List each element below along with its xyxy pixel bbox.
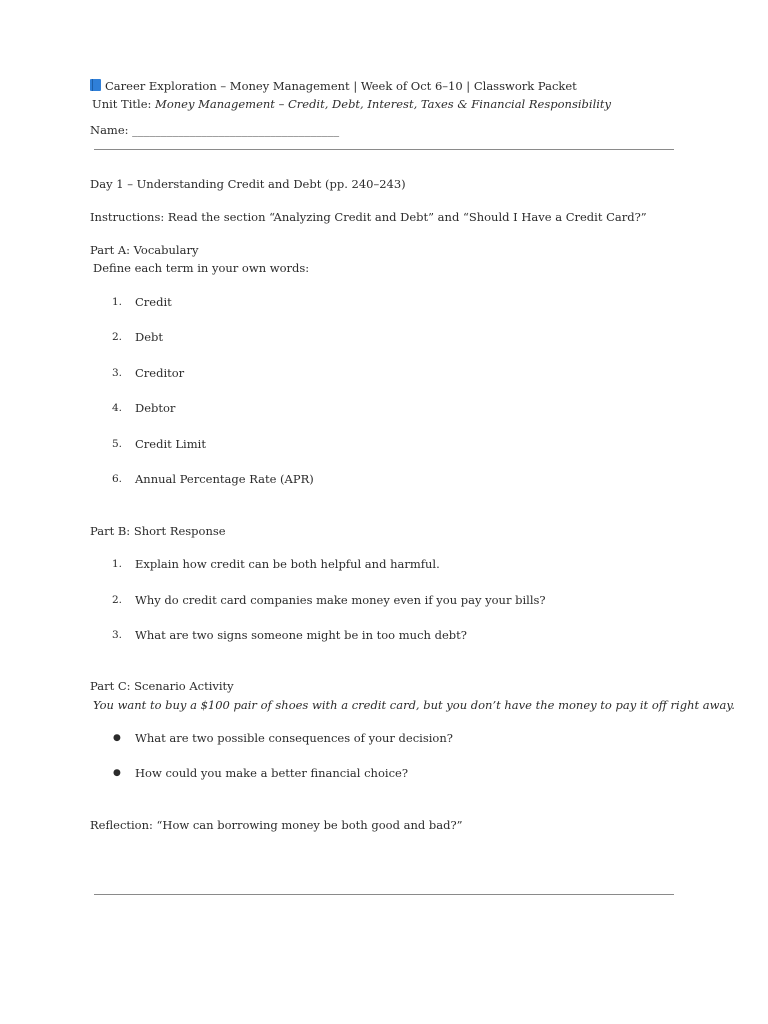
part-c-heading: Part C: Scenario Activity [90, 679, 234, 693]
unit-title-line [92, 96, 611, 112]
item-number: 3. [112, 367, 123, 379]
name-blank: ____________________________________ [132, 123, 340, 137]
item-number: 4. [112, 402, 123, 414]
item-text: Annual Percentage Rate (APR) [135, 472, 314, 486]
bullet-icon: ● [113, 733, 121, 743]
item-text: What are two possible consequences of your decision? [135, 731, 453, 745]
item-text: Credit [135, 295, 172, 309]
part-a-heading: Part A: Vocabulary [90, 243, 199, 257]
name-line [90, 122, 339, 138]
blue-book-icon [90, 79, 101, 91]
item-number: 1. [112, 296, 123, 308]
bullet-icon: ● [113, 768, 121, 778]
item-text: Why do credit card companies make money even if you pay your bills? [135, 593, 546, 607]
item-number: 2. [112, 331, 123, 343]
item-text: Debtor [135, 401, 176, 415]
item-number: 6. [112, 473, 123, 485]
packet-title [90, 78, 577, 94]
reflection-prompt: Reflection: “How can borrowing money be both good and bad?” [90, 818, 463, 832]
item-text: Credit Limit [135, 437, 206, 451]
item-text: Debt [135, 330, 164, 344]
item-text: Explain how credit can be both helpful and harmful. [135, 557, 440, 571]
item-number: 1. [112, 558, 123, 570]
packet-title-text: Career Exploration – Money Management | Week of Oct 6–10 | Classwork Packet [105, 79, 577, 93]
item-number: 5. [112, 438, 123, 450]
footer-divider [94, 894, 674, 895]
header-divider [94, 149, 674, 150]
item-number: 2. [112, 594, 123, 606]
part-c-scenario: You want to buy a $100 pair of shoes with a credit card, but you don’t have the money to pay it off right away. [93, 698, 735, 712]
unit-title-value: Money Management – Credit, Debt, Interest, Taxes & Financial Responsibility [155, 97, 612, 111]
day1-heading: Day 1 – Understanding Credit and Debt (pp. 240–243) [90, 177, 406, 191]
name-label: Name: [90, 123, 133, 137]
item-number: 3. [112, 629, 123, 641]
part-a-prompt: Define each term in your own words: [93, 261, 310, 275]
unit-title-label: Unit Title: [92, 97, 156, 111]
item-text: What are two signs someone might be in too much debt? [135, 628, 467, 642]
day1-instructions: Instructions: Read the section “Analyzing Credit and Debt” and “Should I Have a Credit Card?” [90, 210, 647, 224]
item-text: Creditor [135, 366, 185, 380]
item-text: How could you make a better financial choice? [135, 766, 408, 780]
part-b-heading: Part B: Short Response [90, 524, 226, 538]
